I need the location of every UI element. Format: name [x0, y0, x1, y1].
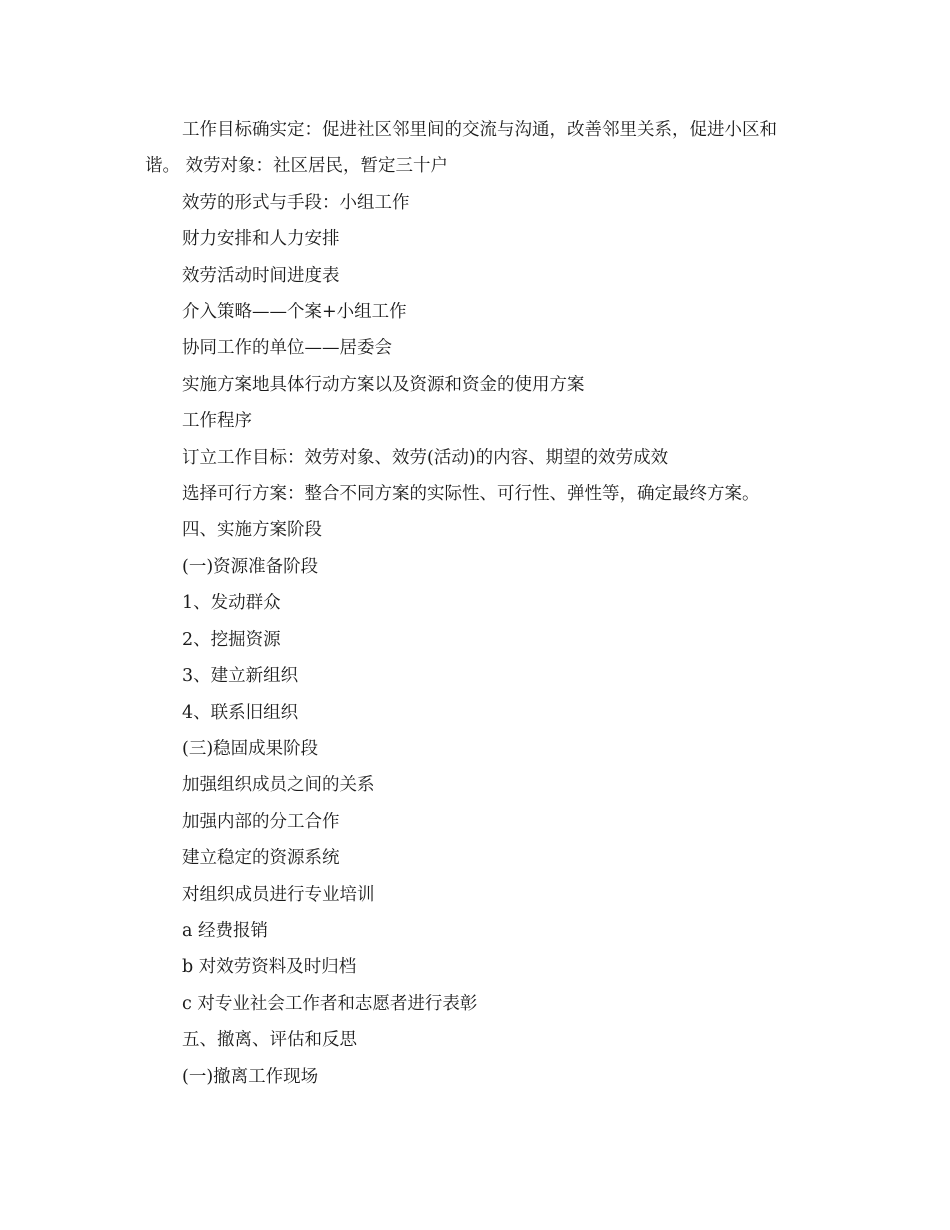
- paragraph-cooperating-unit: 协同工作的单位——居委会: [182, 338, 392, 359]
- paragraph-intervention-strategy: 介入策略——个案+小组工作: [182, 302, 407, 323]
- paragraph-choose-plan: 选择可行方案：整合不同方案的实际性、可行性、弹性等，确定最终方案。: [182, 484, 760, 505]
- section-heading-withdrawal: 五、撤离、评估和反思: [182, 1030, 357, 1051]
- paragraph-work-procedure: 工作程序: [182, 411, 252, 432]
- list-item: a 经费报销: [182, 920, 268, 941]
- list-item: 1、发动群众: [182, 593, 281, 614]
- subsection-heading-leave-site: (一)撤离工作现场: [182, 1066, 319, 1087]
- list-item: 4、联系旧组织: [182, 702, 299, 723]
- paragraph-work-goal: 工作目标确实定：促进社区邻里间的交流与沟通，改善邻里关系，促进小区和谐。 效劳对象：社区居民，暂定三十户: [145, 120, 777, 177]
- document-body: [145, 112, 810, 1095]
- subsection-heading-resource-prep: (一)资源准备阶段: [182, 556, 319, 577]
- list-item: 对组织成员进行专业培训: [182, 884, 375, 905]
- paragraph-resource-arrangement: 财力安排和人力安排: [182, 229, 340, 250]
- list-item: c 对专业社会工作者和志愿者进行表彰: [182, 993, 478, 1014]
- list-item: 加强组织成员之间的关系: [182, 775, 375, 796]
- subsection-heading-consolidation: (三)稳固成果阶段: [182, 738, 319, 759]
- paragraph-service-form: 效劳的形式与手段：小组工作: [182, 192, 410, 213]
- list-item: 建立稳定的资源系统: [182, 848, 340, 869]
- list-item: b 对效劳资料及时归档: [182, 957, 357, 978]
- paragraph-action-plan: 实施方案地具体行动方案以及资源和资金的使用方案: [182, 374, 585, 395]
- list-item: 2、挖掘资源: [182, 629, 281, 650]
- paragraph-set-goals: 订立工作目标：效劳对象、效劳(活动)的内容、期望的效劳成效: [182, 447, 669, 468]
- section-heading-implementation: 四、实施方案阶段: [182, 520, 322, 541]
- paragraph-schedule: 效劳活动时间进度表: [182, 265, 340, 286]
- list-item: 加强内部的分工合作: [182, 811, 340, 832]
- list-item: 3、建立新组织: [182, 666, 299, 687]
